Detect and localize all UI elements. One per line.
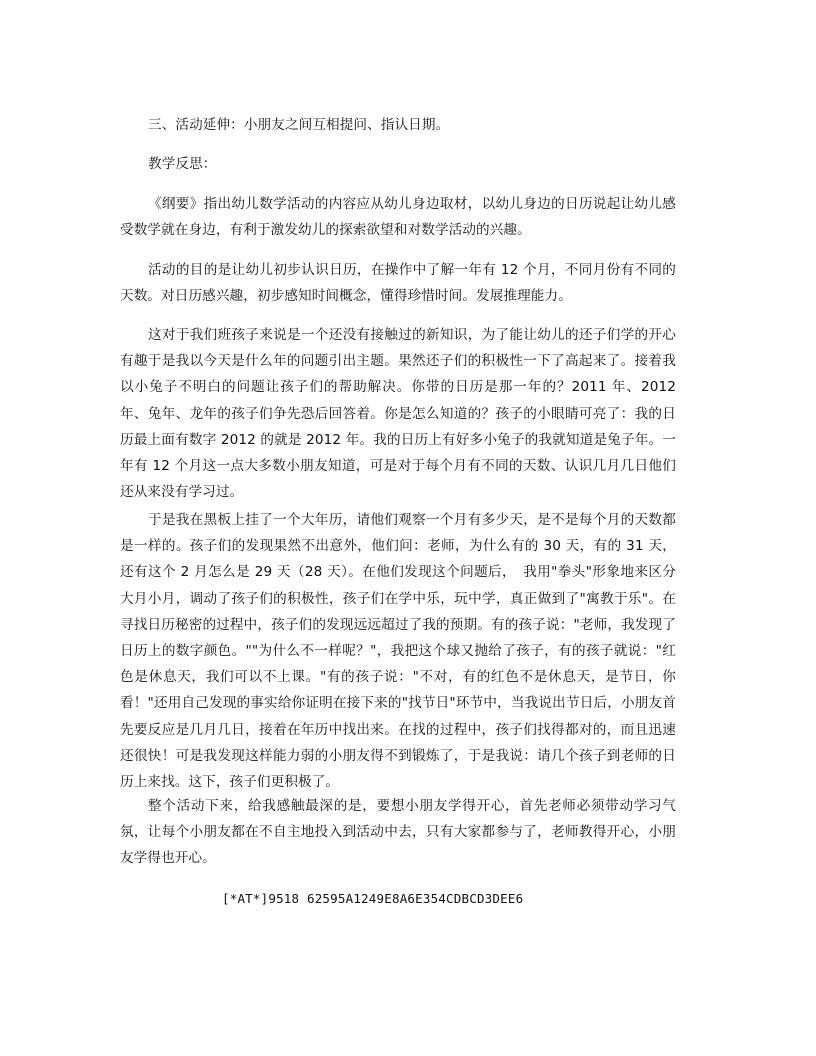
paragraph-summary: 整个活动下来，给我感触最深的是，要想小朋友学得开心，首先老师必须带动学习气氛，让每个小朋友都在不自主地投入到活动中去，只有大家都参与了，老师教得开心，小朋友学得也开心。 <box>120 798 676 867</box>
paragraph-activity-extension: 三、活动延伸：小朋友之间互相提问、指认日期。 <box>148 117 450 133</box>
paragraph-reflection-heading: 教学反思： <box>148 156 217 172</box>
paragraph-activity-purpose: 活动的目的是让幼儿初步认识日历，在操作中了解一年有 12 个月，不同月份有不同的天数。对日历感兴趣，初步感知时间概念，懂得珍惜时间。发展推理能力。 <box>120 262 676 305</box>
document-footer-code: [*AT*]9518 62595A1249E8A6E354CDBCD3DEE6 <box>222 891 524 906</box>
paragraph-outline-guidance: 《纲要》指出幼儿数学活动的内容应从幼儿身边取材，以幼儿身边的日历说起让幼儿感受数学就在身边，有利于激发幼儿的探索欲望和对数学活动的兴趣。 <box>120 196 676 239</box>
paragraph-calendar-discovery: 于是我在黑板上挂了一个大年历，请他们观察一个月有多少天，是不是每个月的天数都是一样的。孩子们的发现果然不出意外，他们问：老师，为什么有的 30 天，有的 31 天，还有这个 2 月怎么是 29 天（28 天）。在他们发现这个问题后， 我用"拳头"形象地来区分大月小月，调动了孩子们的积极性，孩子们在学中乐，玩中学，真正做到了"寓教于乐"。在寻找日历秘密的过程中，孩子们的发现远远超过了我的预期。有的孩子说："老师，我发现了日历上的数字颜色。""为什么不一样呢？"，我把这个球又抛给了孩子，有的孩子就说："红色是休息天，我们可以不上课。"有的孩子说："不对，有的红色不是休息天，是节日，你看！"还用自己发现的事实给你证明在接下来的"找节日"环节中，当我说出节日后，小朋友首先要反应是几月几日，接着在年历中找出来。在找的过程中，孩子们找得都对的，而且迅速还很快！可是我发现这样能力弱的小朋友得不到锻炼了，于是我说：请几个孩子到老师的日历上来找。这下，孩子们更积极了。 <box>120 512 676 791</box>
paragraph-new-knowledge: 这对于我们班孩子来说是一个还没有接触过的新知识，为了能让幼儿的还子们学的开心有趣于是我以今天是什么年的问题引出主题。果然还子们的积极性一下了高起来了。接着我以小兔子不明白的问题让孩子们的帮助解决。你带的日历是那一年的？2011 年、2012 年、兔年、龙年的孩子们争先恐后回答着。你是怎么知道的？孩子的小眼睛可亮了：我的日历最上面有数字 2012 的就是 2012 年。我的日历上有好多小兔子的我就知道是兔子年。一年有 12 个月这一点大多数小朋友知道，可是对于每个月有不同的天数、认识几月几日他们还从来没有学习过。 <box>120 327 676 501</box>
